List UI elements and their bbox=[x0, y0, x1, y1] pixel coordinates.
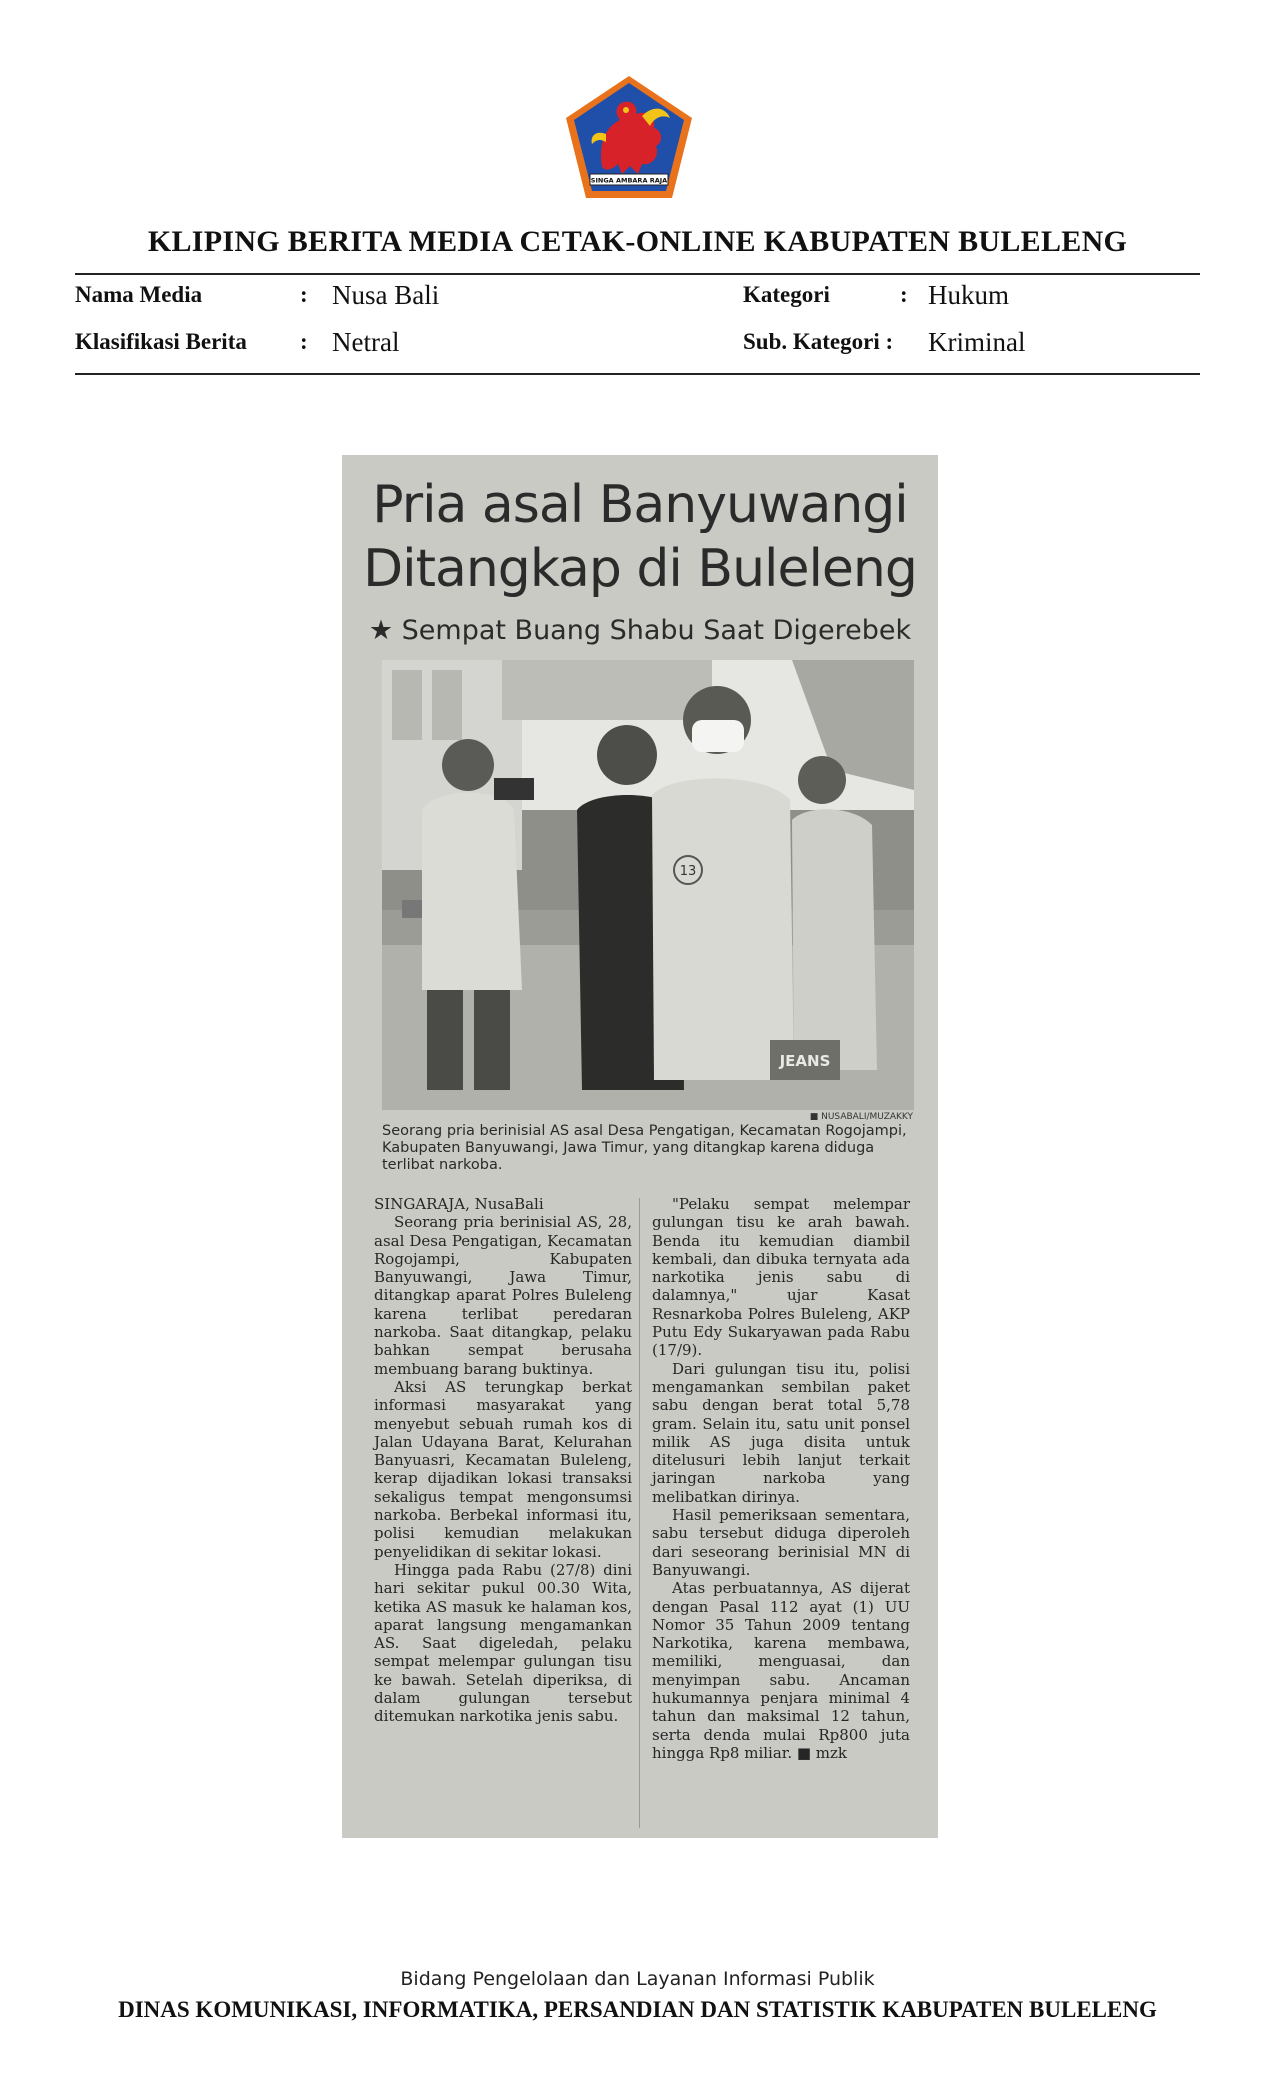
article-paragraph: Hingga pada Rabu (27/8) dini hari sekitar pukul 00.30 Wita, ketika AS masuk ke halaman kos, aparat langsung mengamankan AS. Saat digeledah, pelaku sempat melempar gulungan tisu ke bawah. Setelah diperiksa, di dalam gulungan tersebut ditemukan narkotika jenis sabu. bbox=[374, 1560, 632, 1726]
bag-label: JEANS bbox=[779, 1052, 831, 1070]
subheadline: ★ Sempat Buang Shabu Saat Digerebek bbox=[368, 615, 912, 646]
subcategory-value: Kriminal bbox=[928, 327, 1026, 357]
footer-department: Bidang Pengelolaan dan Layanan Informasi Publik bbox=[400, 1968, 875, 1990]
article-column-left bbox=[374, 1195, 632, 1726]
header-divider bbox=[75, 273, 1200, 275]
article-paragraph: Dari gulungan tisu itu, polisi mengamankan sembilan paket sabu dengan berat total 5,78 gram. Selain itu, satu unit ponsel milik AS juga disita untuk ditelusuri lebih lanjut terkait jaringan narkoba yang melibatkan dirinya. bbox=[652, 1359, 910, 1506]
article-paragraph: Hasil pemeriksaan sementara, sabu tersebut diduga diperoleh dari seseorang berinisial MN di Banyuwangi. bbox=[652, 1506, 910, 1579]
photo-caption: Seorang pria berinisial AS asal Desa Pengatigan, Kecamatan Rogojampi, Kabupaten Banyuwangi, Jawa Timur, yang ditangkap karena diduga terlibat narkoba. bbox=[382, 1123, 907, 1173]
classification-colon: : bbox=[300, 329, 308, 354]
camera-icon bbox=[494, 778, 534, 800]
meta-divider bbox=[75, 373, 1200, 375]
article-column-right bbox=[652, 1195, 910, 1762]
article-paragraph: Seorang pria berinisial AS, 28, asal Desa Pengatigan, Kecamatan Rogojampi, Kabupaten Banyuwangi, Jawa Timur, ditangkap aparat Polres Buleleng karena terlibat peredaran narkoba. Saat ditangkap, pelaku bahkan sempat berusaha membuang barang buktinya. bbox=[374, 1213, 632, 1378]
news-photo bbox=[382, 660, 914, 1110]
footer-agency: DINAS KOMUNIKASI, INFORMATIKA, PERSANDIAN DAN STATISTIK KABUPATEN BULELENG bbox=[118, 1997, 1157, 2022]
media-name-colon: : bbox=[300, 282, 308, 307]
article-paragraph: Atas perbuatannya, AS dijerat dengan Pasal 112 ayat (1) UU Nomor 35 Tahun 2009 tentang Narkotika, karena membawa, memiliki, menguasai, dan menyimpan sabu. Ancaman hukumannya penjara minimal 4 tahun dan maksimal 12 tahun, serta denda mulai Rp800 juta hingga Rp8 miliar. ■ mzk bbox=[652, 1579, 910, 1762]
logo-ribbon-text: SINGA AMBARA RAJA bbox=[590, 176, 668, 185]
photo-credit: ■ NUSABALI/MUZAKKY bbox=[809, 1112, 913, 1122]
category-colon: : bbox=[900, 282, 908, 307]
media-name-value: Nusa Bali bbox=[332, 280, 440, 310]
category-label: Kategori bbox=[743, 282, 830, 307]
singa-ambara-raja-logo bbox=[562, 74, 696, 202]
subcategory-label: Sub. Kategori : bbox=[743, 329, 894, 354]
jersey-number: 13 bbox=[679, 864, 697, 879]
article-paragraph: Aksi AS terungkap berkat informasi masyarakat yang menyebut sebuah rumah kos di Jalan Udayana Barat, Kelurahan Banyuasri, Kecamatan Buleleng, kerap dijadikan lokasi transaksi sekaligus tempat mengonsumsi narkoba. Berbekal informasi itu, polisi kemudian melakukan penyelidikan di sekitar lokasi. bbox=[374, 1377, 632, 1561]
headline-line-1: Pria asal Banyuwangi bbox=[372, 475, 908, 535]
classification-value: Netral bbox=[332, 327, 400, 357]
media-name-label: Nama Media bbox=[75, 282, 203, 307]
dateline: SINGARAJA, NusaBali bbox=[374, 1195, 544, 1213]
page-title: KLIPING BERITA MEDIA CETAK-ONLINE KABUPATEN BULELENG bbox=[147, 225, 1128, 258]
article-paragraph: "Pelaku sempat melempar gulungan tisu ke arah bawah. Benda itu kemudian diambil kembali, dan dibuka ternyata ada narkotika jenis sabu di dalamnya," ujar Kasat Resnarkoba Polres Buleleng, AKP Putu Edy Sukaryawan pada Rabu (17/9). bbox=[652, 1195, 910, 1360]
headline-line-2: Ditangkap di Buleleng bbox=[363, 539, 917, 599]
classification-label: Klasifikasi Berita bbox=[75, 329, 247, 354]
face-mask bbox=[692, 720, 744, 752]
newspaper-clipping bbox=[342, 455, 938, 1838]
column-divider bbox=[639, 1198, 640, 1828]
category-value: Hukum bbox=[928, 280, 1009, 310]
